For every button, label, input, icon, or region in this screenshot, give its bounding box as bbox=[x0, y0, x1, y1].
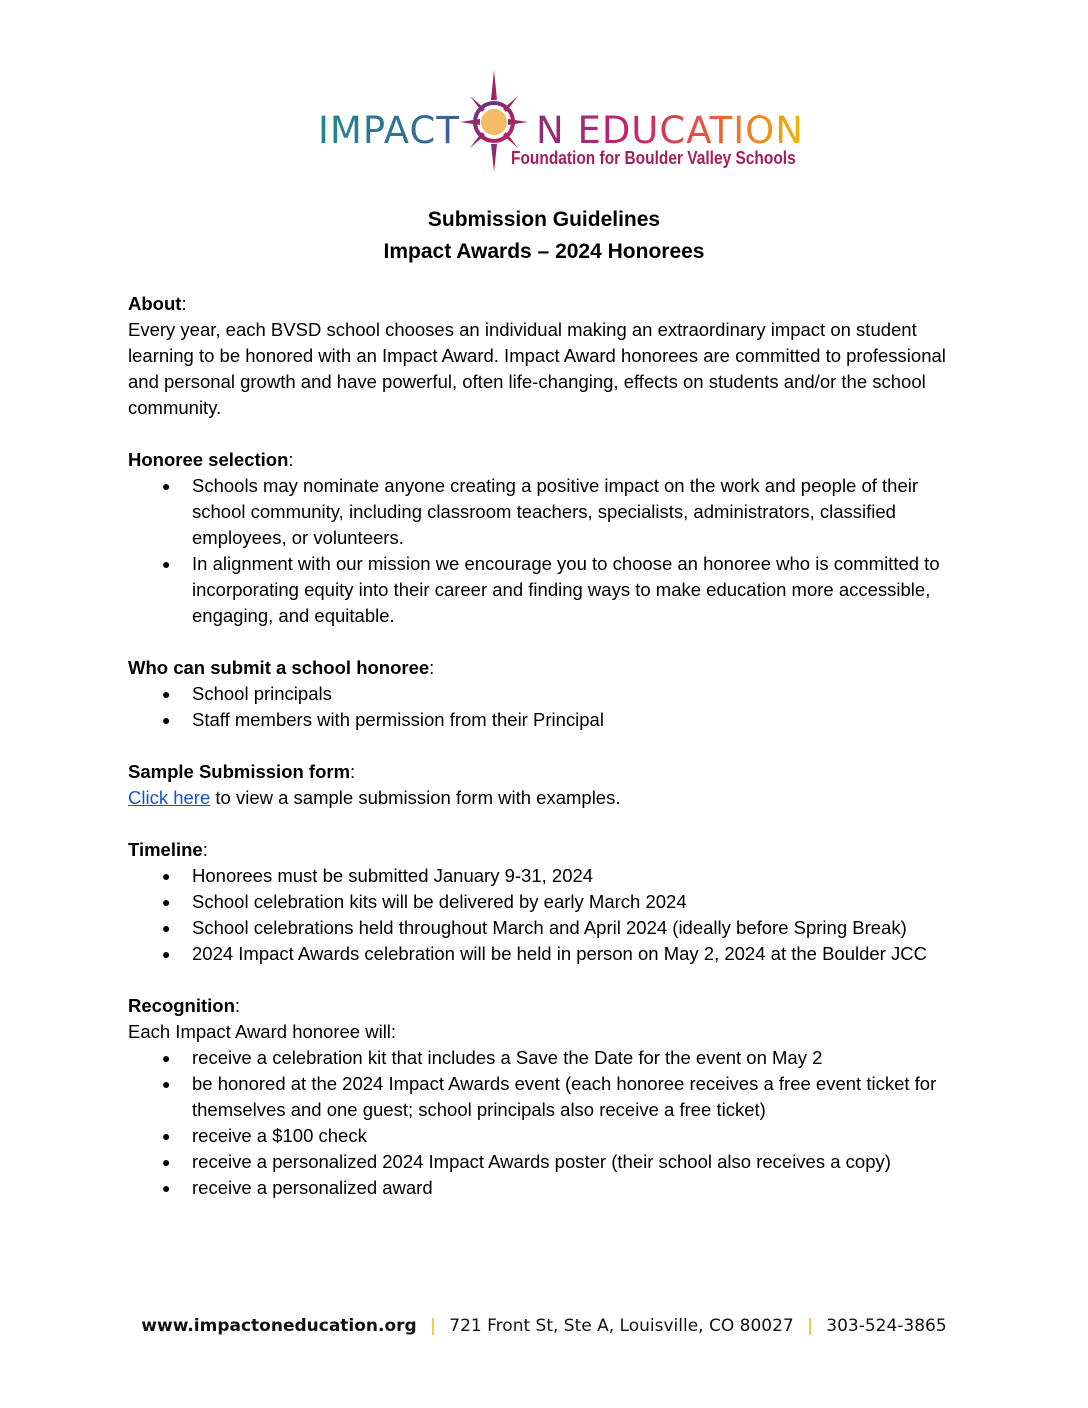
selection-list bbox=[128, 473, 968, 629]
list-item: ● receive a personalized 2024 Impact Awards poster (their school also receives a copy) bbox=[128, 1149, 968, 1175]
logo-subtitle: Foundation for Boulder Valley Schools bbox=[511, 148, 796, 168]
timeline-heading: Timeline: bbox=[128, 839, 208, 860]
recognition-intro: Each Impact Award honoree will: bbox=[128, 1021, 397, 1042]
timeline-list bbox=[128, 863, 968, 967]
footer-separator: | bbox=[430, 1316, 436, 1336]
about-heading: About: bbox=[128, 293, 187, 314]
bullet-icon: ● bbox=[162, 920, 171, 936]
sample-form-link[interactable]: Click here bbox=[128, 787, 211, 808]
about-text: Every year, each BVSD school chooses an individual making an extraordinary impact on student learning to be honored with an Impact Award. Impact Award honorees are committed to professional and personal growth and have powerful, often life-changing, effects on students and/or the school community. bbox=[128, 319, 946, 418]
sample-heading: Sample Submission form: bbox=[128, 761, 356, 782]
bullet-icon: ● bbox=[162, 1128, 171, 1144]
logo-right-text: N EDUCATION bbox=[536, 109, 804, 152]
bullet-icon: ● bbox=[162, 1076, 171, 1092]
list-item: ● receive a personalized award bbox=[128, 1175, 968, 1201]
page-footer bbox=[0, 1316, 1088, 1336]
recognition-list bbox=[128, 1045, 968, 1201]
page-title: Submission Guidelines bbox=[427, 208, 661, 231]
sample-section bbox=[128, 759, 968, 811]
bullet-icon: ● bbox=[162, 556, 171, 572]
footer-address: 721 Front St, Ste A, Louisville, CO 80027 bbox=[449, 1316, 794, 1336]
recognition-heading: Recognition: bbox=[128, 995, 241, 1016]
page-subtitle: Impact Awards – 2024 Honorees bbox=[383, 240, 705, 263]
footer-separator: | bbox=[807, 1316, 813, 1336]
bullet-icon: ● bbox=[162, 894, 171, 910]
list-item: ● be honored at the 2024 Impact Awards event (each honoree receives a free event ticket for themselves and one guest; school principals also receive a free ticket) bbox=[162, 1073, 937, 1120]
bullet-icon: ● bbox=[162, 1154, 171, 1170]
bullet-icon: ● bbox=[162, 686, 171, 702]
footer-phone: 303-524-3865 bbox=[826, 1316, 947, 1336]
list-item: ● Schools may nominate anyone creating a positive impact on the work and people of their school community, including classroom teachers, specialists, administrators, classified employees, or volunteers. bbox=[162, 475, 919, 548]
recognition-section bbox=[128, 993, 968, 1201]
bullet-icon: ● bbox=[162, 1050, 171, 1066]
list-item: ● In alignment with our mission we encourage you to choose an honoree who is committed to incorporating equity into their career and finding ways to make education more accessible, engaging, and equitable. bbox=[162, 553, 940, 626]
about-section bbox=[128, 291, 968, 421]
bullet-icon: ● bbox=[162, 712, 171, 728]
bullet-icon: ● bbox=[162, 478, 171, 494]
document-body bbox=[128, 291, 968, 1227]
timeline-section bbox=[128, 837, 968, 967]
bullet-icon: ● bbox=[162, 868, 171, 884]
logo-left-text: IMPACT bbox=[318, 109, 460, 152]
foundation-logo bbox=[318, 66, 804, 176]
list-item: ● School celebrations held throughout March and April 2024 (ideally before Spring Break) bbox=[128, 915, 968, 941]
list-item: ● School celebration kits will be delivered by early March 2024 bbox=[128, 889, 968, 915]
selection-heading: Honoree selection: bbox=[128, 449, 294, 470]
list-item: ● receive a celebration kit that includes a Save the Date for the event on May 2 bbox=[128, 1045, 968, 1071]
selection-section bbox=[128, 447, 968, 629]
list-item: ● Honorees must be submitted January 9-31, 2024 bbox=[128, 863, 968, 889]
footer-website-link[interactable]: www.impactoneducation.org bbox=[141, 1316, 417, 1336]
sample-text: Click here to view a sample submission form with examples. bbox=[128, 787, 621, 808]
bullet-icon: ● bbox=[162, 1180, 171, 1196]
list-item: ● School principals bbox=[128, 681, 968, 707]
bullet-icon: ● bbox=[162, 946, 171, 962]
who-section bbox=[128, 655, 968, 733]
list-item: ● receive a $100 check bbox=[128, 1123, 968, 1149]
list-item: ● 2024 Impact Awards celebration will be held in person on May 2, 2024 at the Boulder JCC bbox=[128, 941, 968, 967]
who-list bbox=[128, 681, 968, 733]
list-item: ● Staff members with permission from their Principal bbox=[128, 707, 968, 733]
who-heading: Who can submit a school honoree: bbox=[128, 657, 435, 678]
